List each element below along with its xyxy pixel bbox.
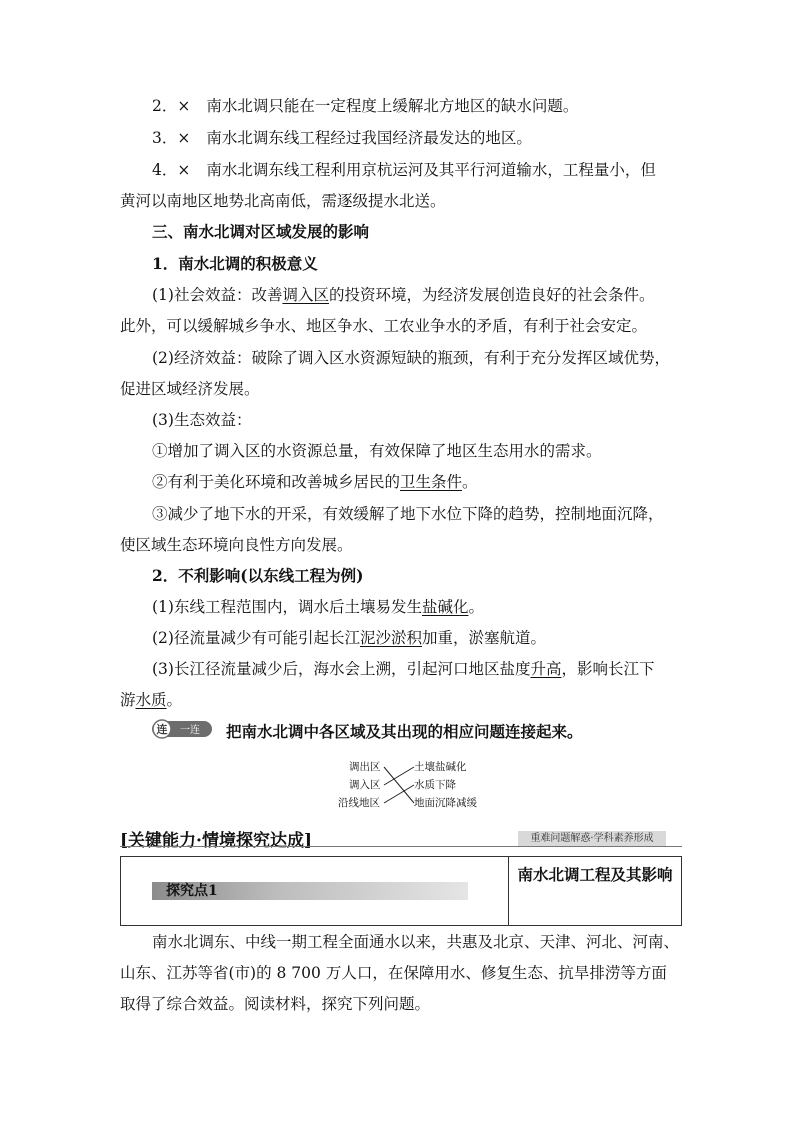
negative-3-cont: 游水质。 (120, 691, 183, 709)
section-tag: 重难问题解惑·学科素养形成 (518, 831, 666, 847)
negative-3: (3)长江径流量减少后，海水会上溯，引起河口地区盐度升高，影响长江下 (152, 660, 655, 678)
section-divider (120, 846, 682, 847)
answer-item-2: 2．× 南水北调只能在一定程度上缓解北方地区的缺水问题。 (152, 97, 579, 115)
match-right-1: 土壤盐碱化 (414, 761, 467, 773)
subheading-positive: 1．南水北调的积极意义 (152, 254, 318, 273)
match-left-3: 沿线地区 (338, 797, 380, 809)
economic-benefit-cont: 促进区域经济发展。 (120, 380, 260, 398)
social-benefit-cont: 此外，可以缓解城乡争水、地区争水、工农业争水的矛盾，有利于社会安定。 (120, 317, 648, 335)
connect-badge-icon (152, 719, 212, 739)
ecological-benefit-1: ①增加了调入区的水资源总量，有效保障了地区生态用水的需求。 (152, 442, 602, 460)
section-title: [关键能力·情境探究达成] (120, 831, 313, 851)
negative-2: (2)径流量减少有可能引起长江泥沙淤积加重，淤塞航道。 (152, 629, 546, 647)
match-line-3 (384, 785, 414, 803)
subheading-negative: 2．不利影响(以东线工程为例) (152, 566, 364, 585)
match-line-1 (384, 767, 414, 803)
ecological-benefit-title: (3)生态效益： (152, 411, 252, 429)
connect-instruction: 把南水北调中各区域及其出现的相应问题连接起来。 (226, 722, 583, 741)
match-left-2: 调入区 (349, 779, 381, 791)
match-right-3: 地面沉降减缓 (414, 797, 477, 809)
match-right-2: 水质下降 (414, 779, 456, 791)
answer-item-3: 3．× 南水北调东线工程经过我国经济最发达的地区。 (152, 129, 532, 147)
connect-badge-char: 连 (156, 723, 168, 736)
social-benefit: (1)社会效益：改善调入区的投资环境，为经济发展创造良好的社会条件。 (152, 286, 655, 304)
match-left-1: 调出区 (349, 761, 381, 773)
explore-label: 探究点1 (166, 883, 218, 899)
answer-item-4: 4．× 南水北调东线工程利用京杭运河及其平行河道输水，工程量小，但 (152, 161, 656, 179)
explore-title: 南水北调工程及其影响 (517, 865, 673, 884)
match-line-2 (384, 767, 414, 785)
ecological-benefit-2: ②有利于美化环境和改善城乡居民的卫生条件。 (152, 473, 478, 491)
economic-benefit: (2)经济效益：破除了调入区水资源短缺的瓶颈，有利于充分发挥区域优势， (152, 349, 670, 367)
passage-line-1: 南水北调东、中线一期工程全面通水以来，共惠及北京、天津、河北、河南、 (152, 933, 680, 951)
negative-1: (1)东线工程范围内，调水后土壤易发生盐碱化。 (152, 598, 484, 616)
connect-badge-label: 一连 (180, 725, 200, 736)
passage-line-2: 山东、江苏等省(市)的 8 700 万人口，在保障用水、修复生态、抗旱排涝等方面 (120, 964, 667, 982)
ecological-benefit-3-cont: 使区域生态环境向良性方向发展。 (120, 536, 353, 554)
ecological-benefit-3: ③减少了地下水的开采，有效缓解了地下水位下降的趋势，控制地面沉降， (152, 505, 664, 523)
section-heading: 三、南水北调对区域发展的影响 (152, 222, 370, 241)
passage-line-3: 取得了综合效益。阅读材料，探究下列问题。 (120, 995, 431, 1013)
match-lines (382, 760, 416, 810)
answer-item-4-cont: 黄河以南地区地势北高南低，需逐级提水北送。 (120, 192, 446, 210)
